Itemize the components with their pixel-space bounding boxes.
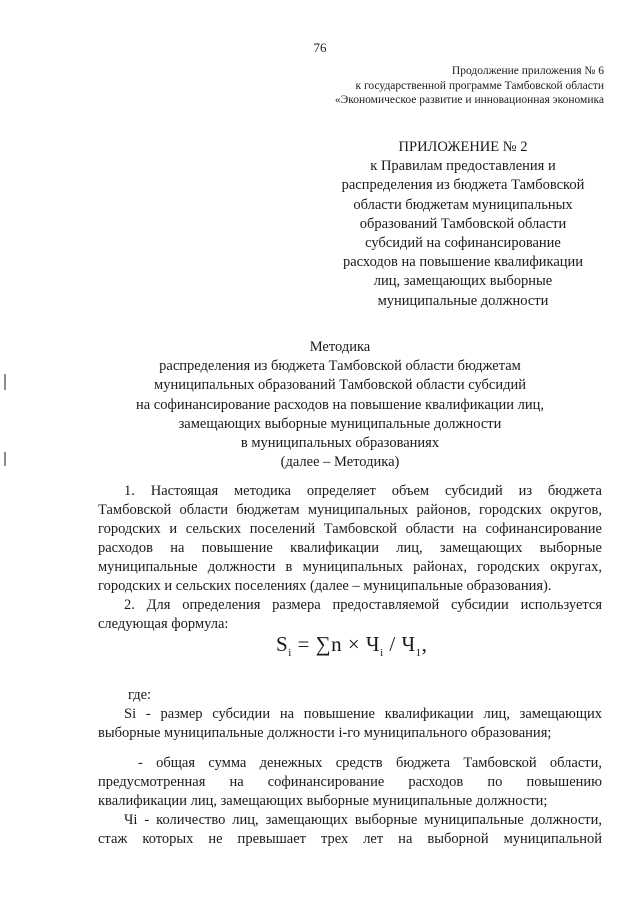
title-line: замещающих выборные муниципальные должности (178, 415, 502, 432)
where-label: где: (128, 687, 152, 703)
formula-subscript: 1 (415, 647, 422, 660)
title-line: в муниципальных образованиях (240, 435, 440, 452)
appendix-line: расходов на повышение квалификации (342, 254, 584, 271)
definition-line: стаж которых не превышает трех лет на выборной муниципальной (98, 831, 602, 847)
paragraph-line: 2. Для определения размера предоставляемой субсидии используется (124, 597, 602, 613)
formula-part: = (291, 632, 316, 656)
document-title (100, 338, 580, 472)
appendix-line: образований Тамбовской области (359, 215, 567, 232)
paragraph-line: муниципальные должности в муниципальных районах, городских округах, (98, 559, 602, 575)
title-heading: Методика (309, 339, 371, 355)
page-number: 76 (313, 40, 327, 55)
appendix-line: области бюджетам муниципальных (353, 196, 573, 213)
title-line: на софинансирование расходов на повышение квалификации лиц, (135, 396, 545, 413)
title-line: муниципальных образований Тамбовской области субсидий (154, 377, 526, 394)
paragraph-line: расходов на повышение квалификации лиц, замещающих выборные (98, 540, 602, 556)
title-line: (далее – Методика) (280, 454, 400, 471)
appendix-heading: ПРИЛОЖЕНИЕ № 2 (398, 139, 528, 155)
appendix-line: муниципальные должности (377, 292, 549, 309)
paragraph-line: 1. Настоящая методика определяет объем субсидий из бюджета (124, 483, 602, 499)
formula-sum-symbol: ∑ (315, 632, 332, 656)
appendix-line: к Правилам предоставления и (370, 158, 556, 175)
appendix-block (318, 138, 608, 311)
appendix-line: субсидий на софинансирование (365, 235, 561, 252)
subsidy-formula (276, 632, 427, 659)
scan-artifact (4, 374, 6, 390)
formula-part: S (276, 632, 289, 656)
paragraph-line: следующая формула: (98, 616, 229, 632)
continuation-header (335, 64, 604, 108)
formula-subscript: i (288, 647, 292, 660)
scan-artifact (4, 452, 6, 466)
definition-line: Si - размер субсидии на повышение квалификации лиц, замещающих (124, 706, 602, 722)
paragraph-1 (98, 482, 602, 596)
appendix-line: лиц, замещающих выборные (373, 273, 553, 290)
formula-part: n × Ч (331, 632, 381, 656)
where-label-block (98, 686, 602, 705)
definition-line: квалификации лиц, замещающих выборные муниципальные должности; (98, 793, 548, 809)
definition-line: предусмотренная на софинансирование расходов по повышению (98, 774, 602, 790)
definition-ch (98, 811, 602, 849)
continuation-line: к государственной программе Тамбовской области (355, 79, 604, 92)
appendix-line: распределения из бюджета Тамбовской (341, 177, 585, 194)
paragraph-line: городских и сельских поселений Тамбовской области на софинансирование (98, 521, 602, 537)
definition-line: выборные муниципальные должности i-го муниципального образования; (98, 725, 552, 741)
title-line: распределения из бюджета Тамбовской области бюджетам (159, 358, 521, 375)
formula-part: , (421, 632, 428, 656)
definition-line: Чi - количество лиц, замещающих выборные муниципальные должности, (124, 812, 602, 828)
definition-s (98, 705, 602, 743)
definition-n (98, 754, 602, 811)
paragraph-line: городских и сельских поселениях (далее – муниципальные образования). (98, 578, 552, 594)
formula-subscript: i (380, 647, 384, 660)
formula-part: / Ч (383, 632, 416, 656)
paragraph-line: Тамбовской области бюджетам муниципальных районов, городских округов, (98, 502, 602, 518)
definition-line: - общая сумма денежных средств бюджета Тамбовской области, (138, 755, 602, 771)
paragraph-2 (98, 596, 602, 634)
continuation-line: «Экономическое развитие и инновационная экономика (334, 94, 604, 106)
continuation-line: Продолжение приложения № 6 (451, 65, 604, 77)
